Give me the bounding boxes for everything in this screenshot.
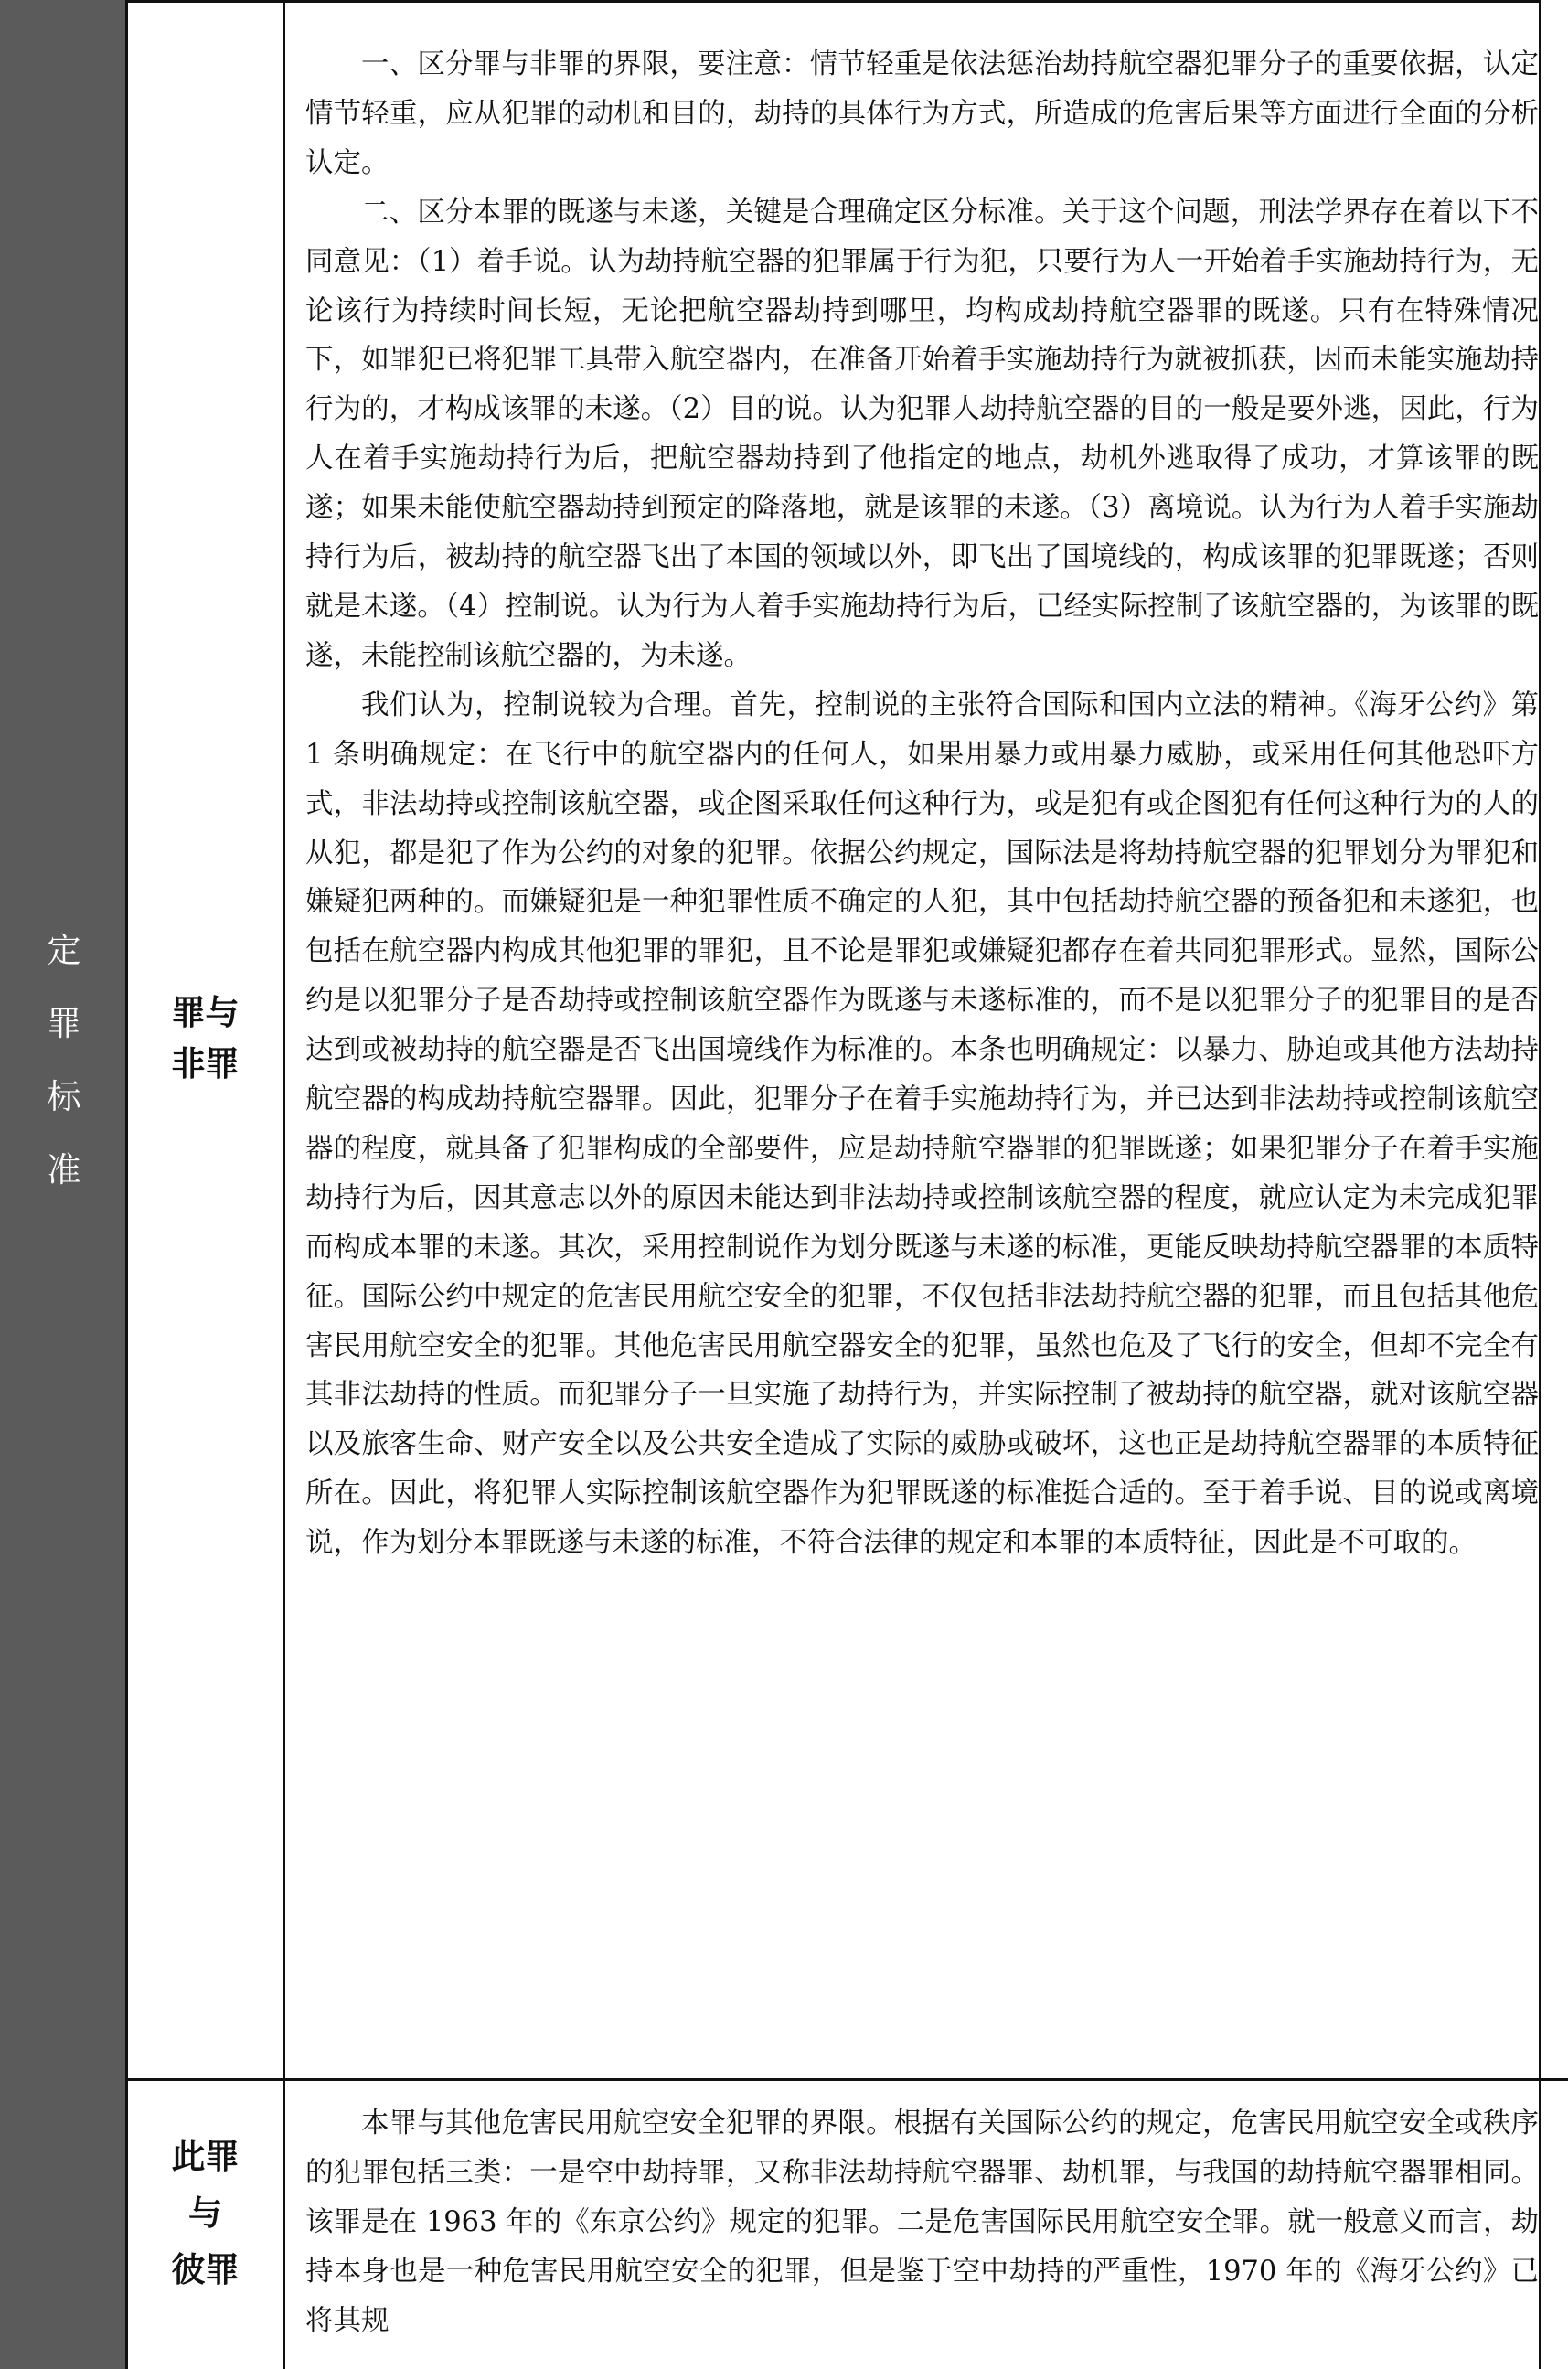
category-char: 定	[47, 931, 81, 970]
row-label-line: 与	[188, 2193, 222, 2233]
row-label-line: 彼罪	[171, 2250, 240, 2289]
row-content	[285, 2081, 1541, 2369]
row-label	[128, 2081, 285, 2369]
category-column	[0, 0, 128, 2369]
paragraph: 本罪与其他危害民用航空安全犯罪的界限。根据有关国际公约的规定，危害民用航空安全或秩序的犯罪包括三类：一是空中劫持罪，又称非法劫持航空器罪、劫机罪，与我国的劫持航空器罪相同。该罪是在 1963 年的《东京公约》规定的犯罪。二是危害国际民用航空安全罪。就一般意义而言，劫持本身也是一种危害民用航空安全的犯罪，但是鉴于空中劫持的严重性，1970 年的《海牙公约》已将其规	[305, 2108, 1539, 2337]
paragraph: 一、区分罪与非罪的界限，要注意：情节轻重是依法惩治劫持航空器犯罪分子的重要依据，认定情节轻重，应从犯罪的动机和目的，劫持的具体行为方式，所造成的危害后果等方面进行全面的分析认定。	[305, 48, 1539, 179]
category-char: 罪	[47, 1004, 81, 1043]
row-label-line: 罪与	[171, 993, 240, 1032]
row-label-line: 此罪	[171, 2137, 240, 2176]
row-content	[285, 0, 1541, 2078]
right-border	[1539, 0, 1541, 2369]
category-char: 标	[47, 1077, 81, 1116]
row-label-line: 非罪	[171, 1044, 240, 1083]
category-label	[0, 914, 128, 1207]
category-char: 准	[47, 1150, 81, 1190]
paragraph: 我们认为，控制说较为合理。首先，控制说的主张符合国际和国内立法的精神。《海牙公约》第 1 条明确规定：在飞行中的航空器内的任何人，如果用暴力或用暴力威胁，或采用任何其他恐吓方式，非法劫持或控制该航空器，或企图采取任何这种行为，或是犯有或企图犯有任何这种行为的人的从犯，都是犯了作为公约的对象的犯罪。依据公约规定，国际法是将劫持航空器的犯罪划分为罪犯和嫌疑犯两种的。而嫌疑犯是一种犯罪性质不确定的人犯，其中包括劫持航空器的预备犯和未遂犯，也包括在航空器内构成其他犯罪的罪犯，且不论是罪犯或嫌疑犯都存在着共同犯罪形式。显然，国际公约是以犯罪分子是否劫持或控制该航空器作为既遂与未遂标准的，而不是以犯罪分子的犯罪目的是否达到或被劫持的航空器是否飞出国境线作为标准的。本条也明确规定：以暴力、胁迫或其他方法劫持航空器的构成劫持航空器罪。因此，犯罪分子在着手实施劫持行为，并已达到非法劫持或控制该航空器的程度，就具备了犯罪构成的全部要件，应是劫持航空器罪的犯罪既遂；如果犯罪分子在着手实施劫持行为后，因其意志以外的原因未能达到非法劫持或控制该航空器的程度，就应认定为未完成犯罪而构成本罪的未遂。其次，采用控制说作为划分既遂与未遂的标准，更能反映劫持航空器罪的本质特征。国际公约中规定的危害民用航空安全的犯罪，不仅包括非法劫持航空器的犯罪，而且包括其他危害民用航空安全的犯罪。其他危害民用航空器安全的犯罪，虽然也危及了飞行的安全，但却不完全有其非法劫持的性质。而犯罪分子一旦实施了劫持行为，并实际控制了被劫持的航空器，就对该航空器以及旅客生命、财产安全以及公共安全造成了实际的威胁或破坏，这也正是劫持航空器罪的本质特征所在。因此，将犯罪人实际控制该航空器作为犯罪既遂的标准挺合适的。至于着手说、目的说或离境说，作为划分本罪既遂与未遂的标准，不符合法律的规定和本罪的本质特征，因此是不可取的。	[305, 688, 1539, 1560]
row-label	[128, 0, 285, 2078]
table-row-crime-vs-noncrime	[128, 0, 1568, 2081]
table-row-this-vs-other-crime	[128, 2081, 1568, 2369]
paragraph: 二、区分本罪的既遂与未遂，关键是合理确定区分标准。关于这个问题，刑法学界存在着以下不同意见：（1）着手说。认为劫持航空器的犯罪属于行为犯，只要行为人一开始着手实施劫持行为，无论该行为持续时间长短，无论把航空器劫持到哪里，均构成劫持航空器罪的既遂。只有在特殊情况下，如罪犯已将犯罪工具带入航空器内，在准备开始着手实施劫持行为就被抓获，因而未能实施劫持行为的，才构成该罪的未遂。（2）目的说。认为犯罪人劫持航空器的目的一般是要外逃，因此，行为人在着手实施劫持行为后，把航空器劫持到了他指定的地点，劫机外逃取得了成功，才算该罪的既遂；如果未能使航空器劫持到预定的降落地，就是该罪的未遂。（3）离境说。认为行为人着手实施劫持行为后，被劫持的航空器飞出了本国的领域以外，即飞出了国境线的，构成该罪的犯罪既遂；否则就是未遂。（4）控制说。认为行为人着手实施劫持行为后，已经实际控制了该航空器的，为该罪的既遂，未能控制该航空器的，为未遂。	[305, 196, 1539, 672]
